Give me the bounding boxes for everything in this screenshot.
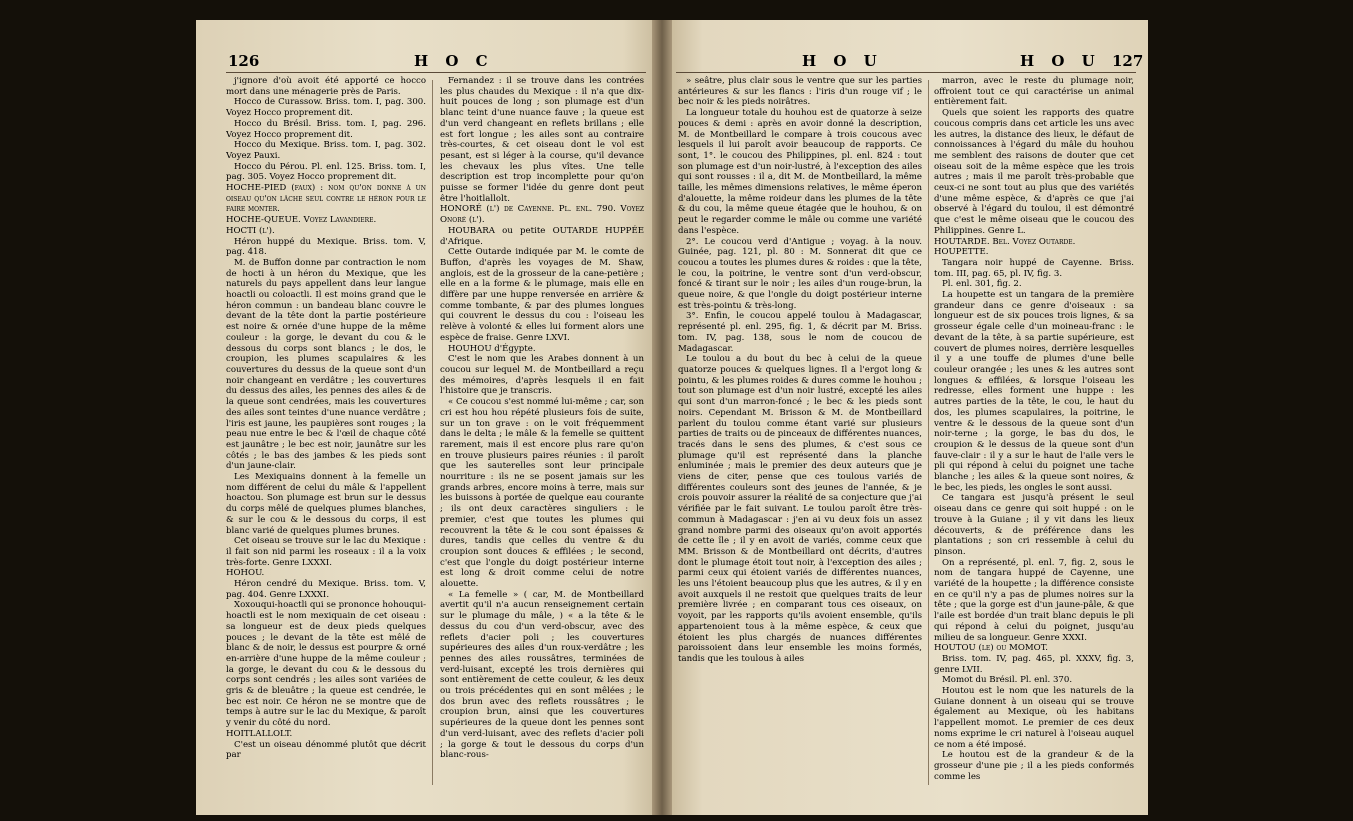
book-gutter [652, 20, 672, 815]
paragraph: Hocco du Mexique. Briss. tom. I, pag. 302. Voyez Pauxi. [226, 140, 426, 161]
paragraph: Cette Outarde indiquée par M. le comte de Buffon, d'après les voyages de M. Shaw, anglois, est de la grosseur de la cane-petière ; elle en a la forme & le plumage, mais elle en diffère par une huppe renversée en arrière & comme tombante, & par des plumes longues qui couvrent le dessus du cou : l'oiseau les relève à volonté & elles lui forment alors une espèce de fraise. Genre LXVI. [440, 247, 644, 343]
paragraph: La houpette est un tangara de la première grandeur dans ce genre d'oiseaux : sa longueur est de six pouces trois lignes, & sa grosseur égale celle d'un moineau-franc : le devant de la tête, à sa partie supérieure, est couvert de plumes noires, derrière lesquelles il y a une touffe de plumes d'une belle couleur orangée ; les unes & les autres sont longues & effilées, & lorsque l'oiseau les redresse, elles forment une huppe : les autres parties de la tête, le cou, le haut du dos, les plumes scapulaires, la poitrine, le ventre & le dessous de la queue sont d'un noir-terne ; la gorge, le bas du dos, le croupion & le dessus de la queue sont d'un fauve-clair : il y a sur le haut de l'aile vers le pli qui répond à celui du poignet une tache blanche ; les ailes & la queue sont noires, & le bec, les pieds, les ongles le sont aussi. [934, 290, 1134, 493]
paragraph: Quels que soient les rapports des quatre coucous compris dans cet article les uns avec les autres, la distance des lieux, le défaut de connoissances à l'égard du mâle du houhou me semblent des raisons de douter que cet oiseau soit de la même espèce que les trois autres ; mais il me paroît très-probable que ceux-ci ne sont tout au plus que des variétés d'une même espèce, & d'après ce que j'ai observé à l'égard du toulou, il est démontré que c'est le même oiseau que le coucou des Philippines. Genre L. [934, 108, 1134, 236]
paragraph: Houtou est le nom que les naturels de la Guiane donnent à un oiseau qui se trouve également au Mexique, où les habitans l'appellent momot. Le premier de ces deux noms exprime le cri naturel à l'oiseau auquel ce nom a été imposé. [934, 686, 1134, 750]
left-page-number: 126 [228, 52, 260, 70]
paragraph: Briss. tom. IV, pag. 465, pl. XXXV, fig. 3, genre LVII. [934, 653, 1134, 675]
paragraph: C'est un oiseau dénommé plutôt que décrit par [226, 739, 426, 761]
paragraph: Cet oiseau se trouve sur le lac du Mexique : il fait son nid parmi les roseaux : il a la voix très-forte. Genre LXXXI. [226, 536, 426, 568]
paragraph: C'est le nom que les Arabes donnent à un coucou sur lequel M. de Montbeillard a reçu des mémoires, d'après lesquels il en fait l'histoire que je transcris. [440, 354, 644, 397]
paragraph: « Ce coucou s'est nommé lui-même ; car, son cri est hou hou répété plusieurs fois de suite, sur un ton grave : on le voit fréquemment dans le delta ; le mâle & la femelle se quittent rarement, mais il est encore plus rare qu'on en trouve plusieurs paires réunies : il paroît que les sauterelles sont leur principale nourriture : ils ne se posent jamais sur les grands arbres, encore moins à terre, mais sur les buissons à portée de quelque eau courante ; ils ont deux caractères singuliers : le premier, c'est que toutes les plumes qui recouvrent la tête & le cou sont épaisses & dures, tandis que celles du ventre & du croupion sont douces & effilées ; le second, c'est que l'ongle du doigt postérieur interne est long & droit comme celui de notre alouette. [440, 397, 644, 590]
paragraph: marron, avec le reste du plumage noir, offroient tout ce qui caractérise un animal entièrement fait. [934, 76, 1134, 108]
paragraph: HOCTI (l'). [226, 225, 275, 236]
paragraph: Le toulou a du bout du bec à celui de la queue quatorze pouces & quelques lignes. Il a l'ergot long & pointu, & les plumes roides & dures comme le houhou ; tout son plumage est d'un noir lustré, excepté les ailes qui sont d'un marron-foncé ; le bec & les pieds sont noirs. Cependant M. Brisson & M. de Montbeillard parlent du toulou comme étant varié sur plusieurs parties de traits ou de pinceaux de différentes nuances, tracés dans le sens des plumes, & c'est sous ce plumage qu'il est représenté dans la planche enluminée ; mais le premier des deux auteurs que je viens de citer, pense que ces toulous variés de différentes couleurs sont des jeunes de l'année, & je crois pouvoir assurer la réalité de sa conjecture que j'ai vérifiée par le fait suivant. Le toulou paroît être très-commun à Madagascar : j'en ai vu deux fois un assez grand nombre parmi des oiseaux qu'on avoit apportés de cette île ; il y en avoit de variés, comme ceux que MM. Brisson & de Montbeillard ont décrits, d'autres dont le plumage étoit tout noir, à l'exception des ailes ; parmi ceux qui étoient variés de différentes nuances, les uns l'étoient beaucoup plus que les autres, & il y en avoit auxquels il ne restoit que quelques traits de leur première livrée ; en comparant tous ces oiseaux, on voyoit, par les rapports qu'ils avoient ensemble, qu'ils appartenoient tous à la même espèce, & ceux que étoient les plus chargés de nuances différentes paroissoient dans leur ensemble les moins formés, tandis que les toulous à ailes [678, 354, 922, 664]
right-column-1 [678, 76, 922, 791]
paragraph: M. de Buffon donne par contraction le nom de hocti à un héron du Mexique, que les naturels du pays appellent dans leur langue hoactli ou coloactli. Il est moins grand que le héron commun : un bandeau blanc couvre le devant de la tête dont la partie postérieure est noire & ornée d'une huppe de la même couleur : la gorge, le devant du cou & le dessous du corps sont blancs ; le dos, le croupion, les plumes scapulaires & les couvertures du dessus de la queue sont d'un noir changeant en verdâtre ; les couvertures du dessus des ailes, les pennes des ailes & de la queue sont cendrées, mais les couvertures des ailes sont teintes d'une nuance verdâtre ; l'iris est jaune, les paupières sont rouges ; la peau nue entre le bec & l'œil de chaque côté est jaunâtre ; le bec est noir, jaunâtre sur les côtés ; le bas des jambes & les pieds sont d'un jaune-clair. [226, 257, 426, 472]
right-running-head-2: H O U [1020, 52, 1101, 70]
paragraph: On a représenté, pl. enl. 7, fig. 2, sous le nom de tangara huppé de Cayenne, une variété de la houpette ; la différence consiste en ce qu'il n'y a pas de plumes noires sur la tête ; que la gorge est d'un jaune-pâle, & que l'aile est bordée d'un trait blanc depuis le pli qui répond à celui du poignet, jusqu'au milieu de sa longueur. Genre XXXI. [934, 557, 1134, 643]
right-running-head: H O U [802, 52, 883, 70]
left-column-divider [432, 80, 433, 785]
paragraph: Héron cendré du Mexique. Briss. tom. V, pag. 404. Genre LXXXI. [226, 579, 426, 600]
paragraph: La longueur totale du houhou est de quatorze à seize pouces & demi : après en avoir donné la description, M. de Montbeillard le compare à trois coucous avec lesquels il lui paroît avoir beaucoup de rapports. Ce sont, 1°. le coucou des Philippines, pl. enl. 824 : tout son plumage est d'un noir-lustré, à l'exception des ailes qui sont rousses : il a, dit M. de Montbeillard, la même taille, les mêmes dimensions relatives, le même éperon d'alouette, la même roideur dans les plumes de la tête & du cou, la même queue étagée que le houhou, & on peut le regarder comme le mâle ou comme une variété dans l'espèce. [678, 108, 922, 236]
paragraph: « La femelle » ( car, M. de Montbeillard avertit qu'il n'a aucun renseignement certain sur le plumage du mâle, ) « a la tête & le dessus du cou d'un verd-obscur, avec des reflets d'acier poli ; les couvertures supérieures des ailes d'un roux-verdâtre ; les pennes des ailes roussâtres, terminées de verd-luisant, excepté les trois dernières qui sont entièrement de cette couleur, & les deux ou trois précédentes qui en sont mêlées ; le dos brun avec des reflets roussâtres ; le croupion brun, ainsi que les couvertures supérieures de la queue dont les pennes sont d'un verd-luisant, avec des reflets d'acier poli ; la gorge & tout le dessous du corps d'un blanc-rous- [440, 589, 644, 761]
paragraph: HOUPETTE. [934, 247, 989, 258]
paragraph: Hocco du Pérou. Pl. enl. 125. Briss. tom. I, pag. 305. Voyez Hocco proprement dit. [226, 161, 426, 183]
paragraph: Les Mexiquains donnent à la femelle un nom différent de celui du mâle & l'appellent hoactou. Son plumage est brun sur le dessus du corps mêlé de quelques plumes blanches, & sur le cou & le dessous du corps, il est blanc varié de quelques plumes brunes. [226, 472, 426, 536]
left-column-2 [440, 76, 644, 791]
paragraph: Héron huppé du Mexique. Briss. tom. V, pag. 418. [226, 236, 426, 258]
right-header-rule [676, 72, 1136, 73]
paragraph: Fernandez : il se trouve dans les contrées les plus chaudes du Mexique : il n'a que dix-huit pouces de long ; son plumage est d'un blanc teint d'une nuance fauve ; la queue est d'un verd changeant en reflets brillans ; elle est fort longue ; les ailes sont au contraire très-courtes, & cet oiseau dont le vol est pesant, est si léger à la course, qu'il devance les chevaux les plus vîtes. Une telle description est trop incomplette pour qu'on puisse se former l'idée du genre dont peut être l'hoitlallolt. [440, 76, 644, 204]
left-header-rule [226, 72, 646, 73]
paragraph: » seâtre, plus clair sous le ventre que sur les parties antérieures & sur les flancs : l'iris d'un rouge vif ; le bec noir & les pieds noirâtres. [678, 76, 922, 108]
paragraph: HONORÉ (l') de Cayenne. Pl. enl. 790. Voyez Onoré (l'). [440, 204, 644, 226]
left-running-head: H O C [414, 52, 494, 70]
paragraph: HOCHE-PIED (faux) : nom qu'on donne à un oiseau qu'on lâche seul contre le héron pour le faire monter. [226, 183, 426, 215]
right-column-divider [928, 80, 929, 785]
paragraph: Hocco de Curassow. Briss. tom. I, pag. 300. Voyez Hocco proprement dit. [226, 97, 426, 119]
paragraph: HOUBARA ou petite OUTARDE HUPPÉE d'Afrique. [440, 225, 644, 247]
paragraph: Tangara noir huppé de Cayenne. Briss. tom. III, pag. 65, pl. IV, fig. 3. [934, 257, 1134, 279]
paragraph: Ce tangara est jusqu'à présent le seul oiseau dans ce genre qui soit huppé : on le trouve à la Guiane ; il y vit dans les lieux découverts, & de préférence dans les plantations ; son cri ressemble à celui du pinson. [934, 493, 1134, 557]
paragraph: Le houtou est de la grandeur & de la grosseur d'une pie ; il a les pieds conformés comme les [934, 750, 1134, 782]
right-column-2 [934, 76, 1134, 791]
paragraph: Xoxouqui-hoactli qui se prononce hohouqui-hoactli est le nom mexiquain de cet oiseau : sa longueur est de deux pieds quelques pouces ; le devant de la tête est mêlé de blanc & de noir, le dessus est pourpre & orné en-arrière d'une huppe de la même couleur ; la gorge, le devant du cou & le dessous du corps sont cendrés ; les ailes sont variées de gris & de bleuâtre ; la queue est cendrée, le bec est noir. Ce héron ne se montre que de temps à autre sur le lac du Mexique, & paroît y venir du côté du nord. [226, 600, 426, 729]
paragraph: HOHOU. [226, 568, 265, 579]
paragraph: Pl. enl. 301, fig. 2. [942, 279, 1022, 290]
paragraph: 3°. Enfin, le coucou appelé toulou à Madagascar, représenté pl. enl. 295, fig. 1, & décrit par M. Briss. tom. IV, pag. 138, sous le nom de coucou de Madagascar. [678, 311, 922, 354]
paragraph: HOCHE-QUEUE. Voyez Lavandiere. [226, 215, 377, 226]
paragraph: HOUTARDE. Bel. Voyez Outarde. [934, 236, 1076, 247]
right-page-number: 127 [1112, 52, 1144, 70]
paragraph: Momot du Brésil. Pl. enl. 370. [942, 675, 1073, 686]
left-column-1 [226, 76, 426, 791]
paragraph: 2°. Le coucou verd d'Antigue ; voyag. à la nouv. Guinée, pag. 121, pl. 80 : M. Sonnerat dit que ce coucou a toutes les plumes dures & roides : que la tête, le cou, la poitrine, le ventre sont d'un verd-obscur, foncé & tirant sur le noir ; les ailes d'un rouge-brun, la queue noire, & que l'ongle du doigt postérieur interne est très-pointu & très-long. [678, 236, 922, 311]
paragraph: HOUHOU d'Égypte. [448, 343, 536, 354]
paragraph: HOUTOU (le) ou MOMOT. [934, 643, 1048, 654]
paragraph: j'ignore d'où avoit été apporté ce hocco mort dans une ménagerie près de Paris. [226, 76, 426, 97]
paragraph: HOITLALLOLT. [226, 728, 293, 739]
paragraph: Hocco du Brésil. Briss. tom. I, pag. 296. Voyez Hocco proprement dit. [226, 118, 426, 140]
